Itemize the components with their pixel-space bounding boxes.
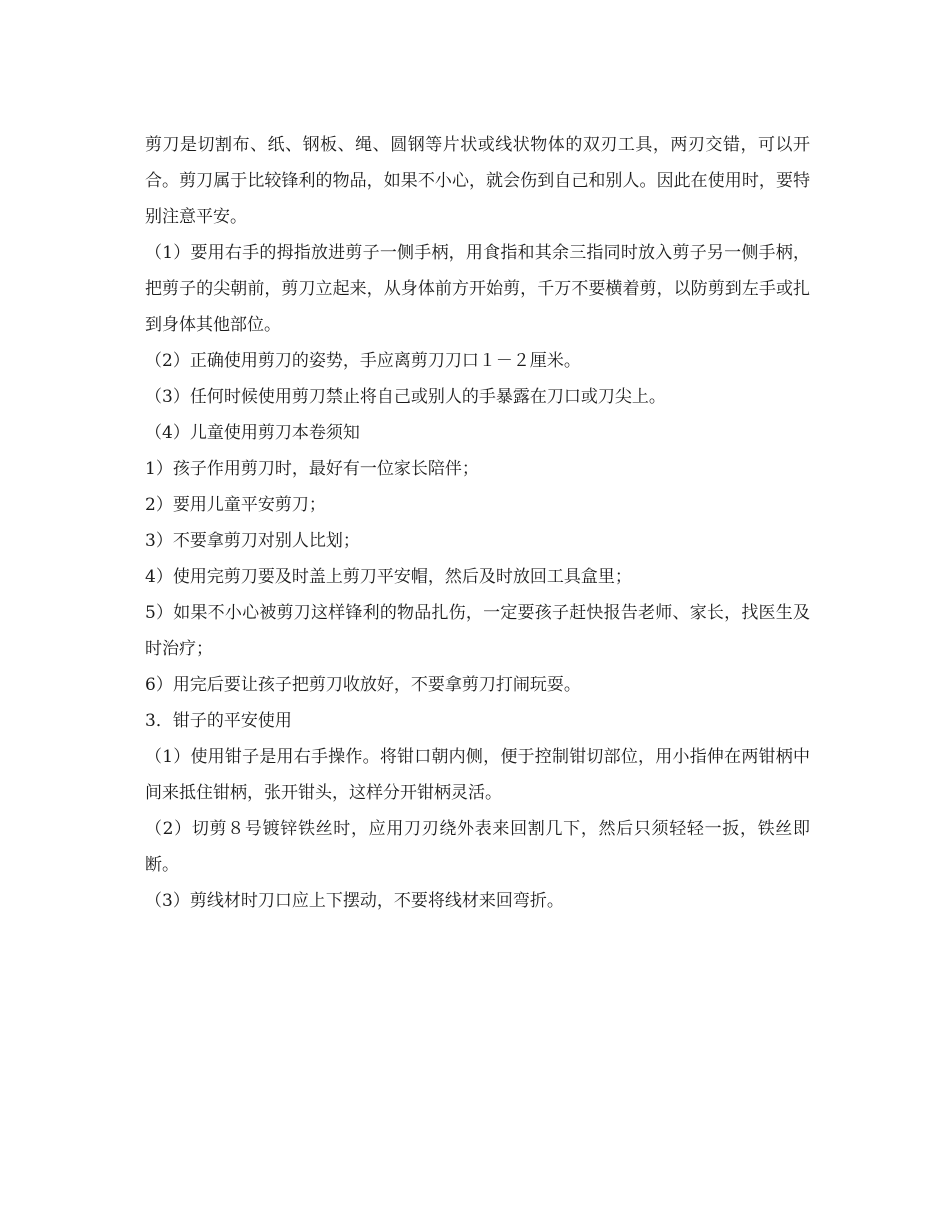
- scissors-item-4-heading: （4）儿童使用剪刀本卷须知: [145, 423, 360, 443]
- child-rule-2: 2）要用儿童平安剪刀；: [145, 495, 326, 515]
- document-body: [145, 127, 810, 919]
- child-rule-5: 5）如果不小心被剪刀这样锋利的物品扎伤，一定要孩子赶快报告老师、家长，找医生及时治疗；: [145, 603, 810, 659]
- scissors-item-3: （3）任何时候使用剪刀禁止将自己或别人的手暴露在刀口或刀尖上。: [145, 387, 666, 407]
- child-rule-3: 3）不要拿剪刀对别人比划；: [145, 531, 360, 551]
- pliers-item-1: （1）使用钳子是用右手操作。将钳口朝内侧，便于控制钳切部位，用小指伸在两钳柄中间来抵住钳柄，张开钳头，这样分开钳柄灵活。: [145, 747, 810, 803]
- intro-paragraph: 剪刀是切割布、纸、钢板、绳、圆钢等片状或线状物体的双刃工具，两刃交错，可以开合。剪刀属于比较锋利的物品，如果不小心，就会伤到自己和别人。因此在使用时，要特别注意平安。: [145, 135, 810, 227]
- child-rule-1: 1）孩子作用剪刀时，最好有一位家长陪伴；: [145, 459, 479, 479]
- pliers-item-2: （2）切剪８号镀锌铁丝时，应用刀刃绕外表来回割几下，然后只须轻轻一扳，铁丝即断。: [145, 819, 810, 875]
- child-rule-4: 4）使用完剪刀要及时盖上剪刀平安帽，然后及时放回工具盒里；: [145, 567, 632, 587]
- scissors-item-1: （1）要用右手的拇指放进剪子一侧手柄，用食指和其余三指同时放入剪子另一侧手柄，把剪子的尖朝前，剪刀立起来，从身体前方开始剪，千万不要横着剪，以防剪到左手或扎到身体其他部位。: [145, 243, 810, 335]
- child-rule-6: 6）用完后要让孩子把剪刀收放好，不要拿剪刀打闹玩耍。: [145, 675, 581, 695]
- scissors-item-2: （2）正确使用剪刀的姿势，手应离剪刀刀口１－２厘米。: [145, 351, 581, 371]
- pliers-section-heading: 3．钳子的平安使用: [145, 711, 292, 731]
- pliers-item-3: （3）剪线材时刀口应上下摆动，不要将线材来回弯折。: [145, 891, 564, 911]
